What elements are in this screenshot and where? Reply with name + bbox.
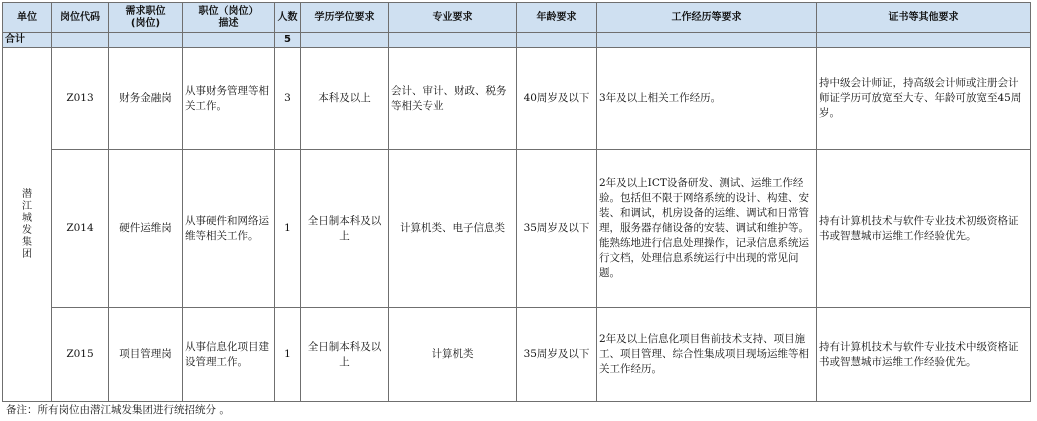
job-age: 40周岁及以下 xyxy=(517,48,597,150)
job-position: 项目管理岗 xyxy=(109,308,183,402)
total-row xyxy=(3,33,1031,48)
job-description: 从事财务管理等相关工作。 xyxy=(183,48,275,150)
job-major: 计算机类 xyxy=(389,308,517,402)
header-major: 专业要求 xyxy=(389,3,517,33)
table-row xyxy=(3,308,1031,402)
total-count: 5 xyxy=(275,33,301,48)
header-count: 人数 xyxy=(275,3,301,33)
job-code: Z013 xyxy=(52,48,109,150)
table-row xyxy=(3,150,1031,308)
job-age: 35周岁及以下 xyxy=(517,308,597,402)
job-certificate: 持中级会计师证，持高级会计师或注册会计师证学历可放宽至大专、年龄可放宽至45周岁。 xyxy=(817,48,1031,150)
header-age: 年龄要求 xyxy=(517,3,597,33)
job-education: 全日制本科及以上 xyxy=(301,150,389,308)
job-certificate: 持有计算机技术与软件专业技术中级资格证书或智慧城市运维工作经验优先。 xyxy=(817,308,1031,402)
job-description: 从事硬件和网络运维等相关工作。 xyxy=(183,150,275,308)
footnote: 备注：所有岗位由潜江城发集团进行统招统分 。 xyxy=(6,404,230,416)
job-experience: 3年及以上相关工作经历。 xyxy=(597,48,817,150)
header-unit: 单位 xyxy=(3,3,52,33)
job-major: 会计、审计、财政、税务等相关专业 xyxy=(389,48,517,150)
table-row xyxy=(3,48,1031,150)
job-count: 1 xyxy=(275,150,301,308)
job-experience: 2年及以上ICT设备研发、测试、运维工作经验。包括但不限于网络系统的设计、构建、安装、和调试，机房设备的运维、调试和日常管理，服务器存储设备的安装、调试和维护等。能熟练地进行信息处理操作，记录信息系统运行文档，处理信息系统运行中出现的常见问题。 xyxy=(597,150,817,308)
job-major: 计算机类、电子信息类 xyxy=(389,150,517,308)
header-experience: 工作经历等要求 xyxy=(597,3,817,33)
job-position: 财务金融岗 xyxy=(109,48,183,150)
job-education: 全日制本科及以上 xyxy=(301,308,389,402)
header-certificate: 证书等其他要求 xyxy=(817,3,1031,33)
job-code: Z014 xyxy=(52,150,109,308)
job-count: 3 xyxy=(275,48,301,150)
header-description: 职位（岗位） 描述 xyxy=(183,3,275,33)
header-code: 岗位代码 xyxy=(52,3,109,33)
header-education: 学历学位要求 xyxy=(301,3,389,33)
job-code: Z015 xyxy=(52,308,109,402)
total-label: 合计 xyxy=(3,33,52,48)
job-count: 1 xyxy=(275,308,301,402)
job-certificate: 持有计算机技术与软件专业技术初级资格证书或智慧城市运维工作经验优先。 xyxy=(817,150,1031,308)
job-description: 从事信息化项目建设管理工作。 xyxy=(183,308,275,402)
table-header-row xyxy=(3,3,1031,33)
job-experience: 2年及以上信息化项目售前技术支持、项目施工、项目管理、综合性集成项目现场运维等相关工作经历。 xyxy=(597,308,817,402)
job-position: 硬件运维岗 xyxy=(109,150,183,308)
job-age: 35周岁及以下 xyxy=(517,150,597,308)
recruitment-table xyxy=(2,2,1031,402)
header-position: 需求职位 (岗位) xyxy=(109,3,183,33)
unit-cell: 潜 江 城 发 集 团 xyxy=(3,48,52,402)
job-education: 本科及以上 xyxy=(301,48,389,150)
